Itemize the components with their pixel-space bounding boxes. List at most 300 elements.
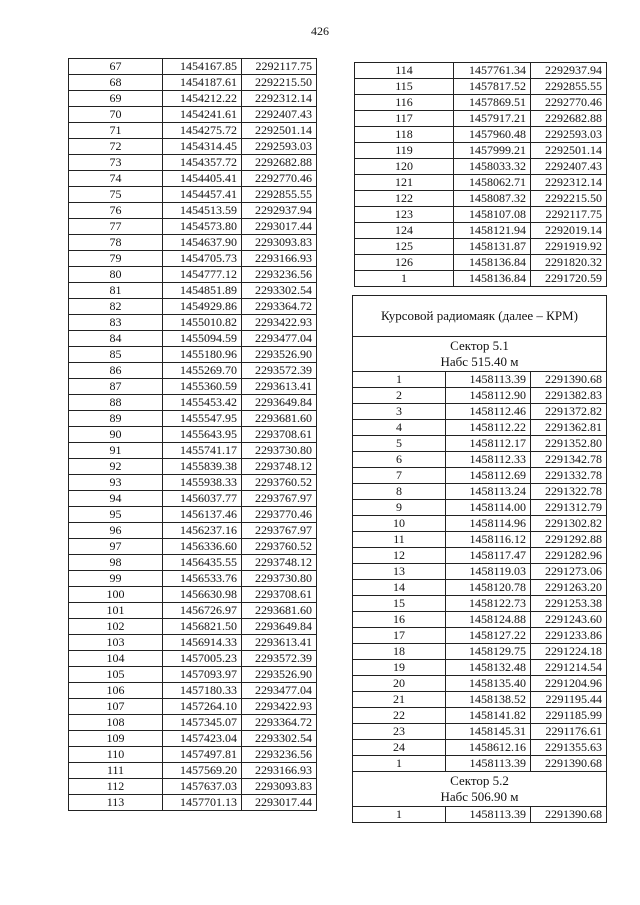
table-row — [353, 532, 607, 548]
y-coordinate-cell: 2292937.94 — [531, 63, 607, 79]
point-number-cell: 120 — [355, 159, 454, 175]
y-coordinate-cell: 2293613.41 — [242, 635, 317, 651]
point-number-cell: 107 — [69, 699, 163, 715]
x-coordinate-cell: 1456037.77 — [163, 491, 242, 507]
table-row — [69, 347, 317, 363]
table-row — [353, 580, 607, 596]
x-coordinate-cell: 1457005.23 — [163, 651, 242, 667]
x-coordinate-cell: 1454405.41 — [163, 171, 242, 187]
x-coordinate-cell: 1458127.22 — [446, 628, 531, 644]
y-coordinate-cell: 2292407.43 — [531, 159, 607, 175]
table-row — [353, 692, 607, 708]
y-coordinate-cell: 2291820.32 — [531, 255, 607, 271]
y-coordinate-cell: 2293760.52 — [242, 475, 317, 491]
table-row — [69, 283, 317, 299]
y-coordinate-cell: 2291273.06 — [531, 564, 607, 580]
y-coordinate-cell: 2292407.43 — [242, 107, 317, 123]
x-coordinate-cell: 1458122.73 — [446, 596, 531, 612]
table-row — [355, 223, 607, 239]
table-row — [69, 523, 317, 539]
y-coordinate-cell: 2292770.46 — [242, 171, 317, 187]
x-coordinate-cell: 1458136.84 — [454, 255, 531, 271]
point-number-cell: 104 — [69, 651, 163, 667]
table-row — [69, 635, 317, 651]
y-coordinate-cell: 2293364.72 — [242, 299, 317, 315]
y-coordinate-cell: 2293302.54 — [242, 731, 317, 747]
y-coordinate-cell: 2292937.94 — [242, 203, 317, 219]
table-row — [69, 571, 317, 587]
table-row — [355, 79, 607, 95]
x-coordinate-cell: 1454705.73 — [163, 251, 242, 267]
y-coordinate-cell: 2293760.52 — [242, 539, 317, 555]
table-row — [69, 795, 317, 811]
y-coordinate-cell: 2292770.46 — [531, 95, 607, 111]
y-coordinate-cell: 2292593.03 — [531, 127, 607, 143]
y-coordinate-cell: 2293526.90 — [242, 347, 317, 363]
table-row — [69, 507, 317, 523]
table-row — [353, 548, 607, 564]
x-coordinate-cell: 1454241.61 — [163, 107, 242, 123]
y-coordinate-cell: 2293613.41 — [242, 379, 317, 395]
point-number-cell: 17 — [353, 628, 446, 644]
y-coordinate-cell: 2293422.93 — [242, 699, 317, 715]
table-row — [353, 420, 607, 436]
x-coordinate-cell: 1454777.12 — [163, 267, 242, 283]
table-row — [69, 123, 317, 139]
x-coordinate-cell: 1458132.48 — [446, 660, 531, 676]
y-coordinate-cell: 2293730.80 — [242, 443, 317, 459]
y-coordinate-cell: 2291312.79 — [531, 500, 607, 516]
sector-title: Сектор 5.2 — [450, 773, 509, 788]
x-coordinate-cell: 1454187.61 — [163, 75, 242, 91]
y-coordinate-cell: 2292855.55 — [531, 79, 607, 95]
x-coordinate-cell: 1457999.21 — [454, 143, 531, 159]
point-number-cell: 9 — [353, 500, 446, 516]
x-coordinate-cell: 1455453.42 — [163, 395, 242, 411]
y-coordinate-cell: 2293649.84 — [242, 395, 317, 411]
table-row — [69, 251, 317, 267]
x-coordinate-cell: 1457264.10 — [163, 699, 242, 715]
x-coordinate-cell: 1456914.33 — [163, 635, 242, 651]
x-coordinate-cell: 1458033.32 — [454, 159, 531, 175]
table-row — [355, 143, 607, 159]
x-coordinate-cell: 1458116.12 — [446, 532, 531, 548]
y-coordinate-cell: 2292215.50 — [242, 75, 317, 91]
table-row — [69, 651, 317, 667]
point-number-cell: 18 — [353, 644, 446, 660]
point-number-cell: 85 — [69, 347, 163, 363]
x-coordinate-cell: 1455547.95 — [163, 411, 242, 427]
y-coordinate-cell: 2293767.97 — [242, 523, 317, 539]
table-row — [69, 219, 317, 235]
table-row — [69, 171, 317, 187]
krm-title: Курсовой радиомаяк (далее – КРМ) — [353, 296, 607, 337]
table-row — [69, 715, 317, 731]
y-coordinate-cell: 2291390.68 — [531, 372, 607, 388]
point-number-cell: 95 — [69, 507, 163, 523]
y-coordinate-cell: 2292215.50 — [531, 191, 607, 207]
y-coordinate-cell: 2291355.63 — [531, 740, 607, 756]
point-number-cell: 21 — [353, 692, 446, 708]
point-number-cell: 115 — [355, 79, 454, 95]
table-row — [69, 267, 317, 283]
table-row — [69, 411, 317, 427]
x-coordinate-cell: 1455741.17 — [163, 443, 242, 459]
y-coordinate-cell: 2291720.59 — [531, 271, 607, 287]
x-coordinate-cell: 1457637.03 — [163, 779, 242, 795]
x-coordinate-cell: 1458114.96 — [446, 516, 531, 532]
point-number-cell: 112 — [69, 779, 163, 795]
point-number-cell: 94 — [69, 491, 163, 507]
table-row — [69, 763, 317, 779]
y-coordinate-cell: 2293093.83 — [242, 779, 317, 795]
table-row — [69, 203, 317, 219]
y-coordinate-cell: 2293748.12 — [242, 459, 317, 475]
x-coordinate-cell: 1454357.72 — [163, 155, 242, 171]
point-number-cell: 126 — [355, 255, 454, 271]
table-row — [355, 111, 607, 127]
point-number-cell: 103 — [69, 635, 163, 651]
x-coordinate-cell: 1458119.03 — [446, 564, 531, 580]
table-row — [353, 740, 607, 756]
point-number-cell: 125 — [355, 239, 454, 255]
y-coordinate-cell: 2291214.54 — [531, 660, 607, 676]
y-coordinate-cell: 2293572.39 — [242, 651, 317, 667]
point-number-cell: 79 — [69, 251, 163, 267]
point-number-cell: 75 — [69, 187, 163, 203]
y-coordinate-cell: 2291362.81 — [531, 420, 607, 436]
y-coordinate-cell: 2293572.39 — [242, 363, 317, 379]
y-coordinate-cell: 2292312.14 — [531, 175, 607, 191]
point-number-cell: 78 — [69, 235, 163, 251]
table-row — [353, 436, 607, 452]
x-coordinate-cell: 1457869.51 — [454, 95, 531, 111]
x-coordinate-cell: 1458112.22 — [446, 420, 531, 436]
point-number-cell: 16 — [353, 612, 446, 628]
table-row — [355, 159, 607, 175]
point-number-cell: 119 — [355, 143, 454, 159]
table-row — [69, 603, 317, 619]
y-coordinate-cell: 2293236.56 — [242, 747, 317, 763]
table-row — [69, 395, 317, 411]
x-coordinate-cell: 1458112.17 — [446, 436, 531, 452]
table-row — [69, 59, 317, 75]
table-row — [69, 459, 317, 475]
x-coordinate-cell: 1454457.41 — [163, 187, 242, 203]
x-coordinate-cell: 1458112.46 — [446, 404, 531, 420]
point-number-cell: 23 — [353, 724, 446, 740]
y-coordinate-cell: 2291282.96 — [531, 548, 607, 564]
table-row — [355, 207, 607, 223]
y-coordinate-cell: 2292117.75 — [242, 59, 317, 75]
table-row — [355, 191, 607, 207]
y-coordinate-cell: 2291185.99 — [531, 708, 607, 724]
y-coordinate-cell: 2291919.92 — [531, 239, 607, 255]
table-row — [69, 475, 317, 491]
table-row — [355, 127, 607, 143]
y-coordinate-cell: 2291233.86 — [531, 628, 607, 644]
point-number-cell: 4 — [353, 420, 446, 436]
table-row — [69, 667, 317, 683]
y-coordinate-cell: 2292501.14 — [531, 143, 607, 159]
x-coordinate-cell: 1458113.39 — [446, 756, 531, 772]
table-row — [69, 91, 317, 107]
x-coordinate-cell: 1458112.69 — [446, 468, 531, 484]
table-row — [69, 699, 317, 715]
x-coordinate-cell: 1455269.70 — [163, 363, 242, 379]
x-coordinate-cell: 1457701.13 — [163, 795, 242, 811]
x-coordinate-cell: 1457817.52 — [454, 79, 531, 95]
table-row — [353, 660, 607, 676]
point-number-cell: 74 — [69, 171, 163, 187]
x-coordinate-cell: 1454851.89 — [163, 283, 242, 299]
table-row — [353, 756, 607, 772]
point-number-cell: 87 — [69, 379, 163, 395]
x-coordinate-cell: 1457761.34 — [454, 63, 531, 79]
point-number-cell: 91 — [69, 443, 163, 459]
x-coordinate-cell: 1455010.82 — [163, 315, 242, 331]
y-coordinate-cell: 2291176.61 — [531, 724, 607, 740]
y-coordinate-cell: 2292593.03 — [242, 139, 317, 155]
point-number-cell: 99 — [69, 571, 163, 587]
table-row — [69, 683, 317, 699]
x-coordinate-cell: 1457423.04 — [163, 731, 242, 747]
point-number-cell: 12 — [353, 548, 446, 564]
x-coordinate-cell: 1458138.52 — [446, 692, 531, 708]
x-coordinate-cell: 1454513.59 — [163, 203, 242, 219]
sector-header-5-2 — [353, 772, 607, 807]
point-number-cell: 116 — [355, 95, 454, 111]
x-coordinate-cell: 1458145.31 — [446, 724, 531, 740]
y-coordinate-cell: 2291263.20 — [531, 580, 607, 596]
y-coordinate-cell: 2293767.97 — [242, 491, 317, 507]
x-coordinate-cell: 1458114.00 — [446, 500, 531, 516]
y-coordinate-cell: 2293017.44 — [242, 795, 317, 811]
point-number-cell: 82 — [69, 299, 163, 315]
x-coordinate-cell: 1458117.47 — [446, 548, 531, 564]
point-number-cell: 69 — [69, 91, 163, 107]
x-coordinate-cell: 1457960.48 — [454, 127, 531, 143]
x-coordinate-cell: 1458612.16 — [446, 740, 531, 756]
x-coordinate-cell: 1458062.71 — [454, 175, 531, 191]
point-number-cell: 15 — [353, 596, 446, 612]
table-row — [355, 271, 607, 287]
point-number-cell: 81 — [69, 283, 163, 299]
table-row — [69, 187, 317, 203]
x-coordinate-cell: 1455938.33 — [163, 475, 242, 491]
sector-nabs: Набс 506.90 м — [440, 789, 519, 804]
table-row — [353, 516, 607, 532]
table-row — [353, 644, 607, 660]
point-number-cell: 118 — [355, 127, 454, 143]
table-row — [69, 747, 317, 763]
table-row — [353, 676, 607, 692]
table-row — [69, 619, 317, 635]
x-coordinate-cell: 1457180.33 — [163, 683, 242, 699]
x-coordinate-cell: 1454275.72 — [163, 123, 242, 139]
table-row — [69, 315, 317, 331]
y-coordinate-cell: 2291204.96 — [531, 676, 607, 692]
x-coordinate-cell: 1458112.90 — [446, 388, 531, 404]
point-number-cell: 76 — [69, 203, 163, 219]
x-coordinate-cell: 1456630.98 — [163, 587, 242, 603]
point-number-cell: 117 — [355, 111, 454, 127]
point-number-cell: 14 — [353, 580, 446, 596]
table-row — [69, 587, 317, 603]
y-coordinate-cell: 2292312.14 — [242, 91, 317, 107]
table-row — [69, 427, 317, 443]
krm-sectors-table — [352, 295, 607, 823]
y-coordinate-cell: 2291342.78 — [531, 452, 607, 468]
y-coordinate-cell: 2293708.61 — [242, 427, 317, 443]
point-number-cell: 109 — [69, 731, 163, 747]
x-coordinate-cell: 1457497.81 — [163, 747, 242, 763]
y-coordinate-cell: 2291372.82 — [531, 404, 607, 420]
point-number-cell: 88 — [69, 395, 163, 411]
y-coordinate-cell: 2293236.56 — [242, 267, 317, 283]
y-coordinate-cell: 2293166.93 — [242, 763, 317, 779]
x-coordinate-cell: 1458141.82 — [446, 708, 531, 724]
coordinates-table-right-top — [354, 62, 607, 287]
y-coordinate-cell: 2293526.90 — [242, 667, 317, 683]
x-coordinate-cell: 1454929.86 — [163, 299, 242, 315]
x-coordinate-cell: 1458112.33 — [446, 452, 531, 468]
table-row — [69, 107, 317, 123]
y-coordinate-cell: 2293477.04 — [242, 331, 317, 347]
x-coordinate-cell: 1458113.39 — [446, 807, 531, 823]
point-number-cell: 71 — [69, 123, 163, 139]
table-row — [69, 491, 317, 507]
table-row — [353, 724, 607, 740]
y-coordinate-cell: 2291322.78 — [531, 484, 607, 500]
x-coordinate-cell: 1455180.96 — [163, 347, 242, 363]
table-row — [69, 75, 317, 91]
sector-title: Сектор 5.1 — [450, 338, 509, 353]
point-number-cell: 73 — [69, 155, 163, 171]
y-coordinate-cell: 2291390.68 — [531, 756, 607, 772]
coordinates-table-left — [68, 58, 317, 811]
y-coordinate-cell: 2292501.14 — [242, 123, 317, 139]
x-coordinate-cell: 1458124.88 — [446, 612, 531, 628]
point-number-cell: 7 — [353, 468, 446, 484]
table-row — [353, 628, 607, 644]
table-row — [353, 612, 607, 628]
point-number-cell: 102 — [69, 619, 163, 635]
y-coordinate-cell: 2292855.55 — [242, 187, 317, 203]
point-number-cell: 77 — [69, 219, 163, 235]
y-coordinate-cell: 2293730.80 — [242, 571, 317, 587]
x-coordinate-cell: 1457345.07 — [163, 715, 242, 731]
x-coordinate-cell: 1454212.22 — [163, 91, 242, 107]
x-coordinate-cell: 1457093.97 — [163, 667, 242, 683]
y-coordinate-cell: 2293364.72 — [242, 715, 317, 731]
point-number-cell: 83 — [69, 315, 163, 331]
y-coordinate-cell: 2293649.84 — [242, 619, 317, 635]
point-number-cell: 123 — [355, 207, 454, 223]
point-number-cell: 1 — [353, 807, 446, 823]
point-number-cell: 121 — [355, 175, 454, 191]
y-coordinate-cell: 2291302.82 — [531, 516, 607, 532]
point-number-cell: 100 — [69, 587, 163, 603]
y-coordinate-cell: 2291292.88 — [531, 532, 607, 548]
x-coordinate-cell: 1458135.40 — [446, 676, 531, 692]
y-coordinate-cell: 2291243.60 — [531, 612, 607, 628]
table-row — [355, 255, 607, 271]
table-row — [353, 372, 607, 388]
y-coordinate-cell: 2293681.60 — [242, 411, 317, 427]
x-coordinate-cell: 1456336.60 — [163, 539, 242, 555]
y-coordinate-cell: 2292019.14 — [531, 223, 607, 239]
table-row — [353, 500, 607, 516]
point-number-cell: 20 — [353, 676, 446, 692]
x-coordinate-cell: 1458113.39 — [446, 372, 531, 388]
table-row — [353, 452, 607, 468]
table-row — [353, 484, 607, 500]
table-row — [69, 235, 317, 251]
point-number-cell: 8 — [353, 484, 446, 500]
table-row — [69, 379, 317, 395]
x-coordinate-cell: 1457917.21 — [454, 111, 531, 127]
point-number-cell: 124 — [355, 223, 454, 239]
point-number-cell: 3 — [353, 404, 446, 420]
table-row — [353, 708, 607, 724]
table-row — [69, 779, 317, 795]
point-number-cell: 13 — [353, 564, 446, 580]
x-coordinate-cell: 1458129.75 — [446, 644, 531, 660]
point-number-cell: 68 — [69, 75, 163, 91]
point-number-cell: 70 — [69, 107, 163, 123]
point-number-cell: 122 — [355, 191, 454, 207]
point-number-cell: 10 — [353, 516, 446, 532]
x-coordinate-cell: 1456237.16 — [163, 523, 242, 539]
y-coordinate-cell: 2293017.44 — [242, 219, 317, 235]
point-number-cell: 19 — [353, 660, 446, 676]
y-coordinate-cell: 2292682.88 — [242, 155, 317, 171]
y-coordinate-cell: 2293422.93 — [242, 315, 317, 331]
x-coordinate-cell: 1458120.78 — [446, 580, 531, 596]
y-coordinate-cell: 2293166.93 — [242, 251, 317, 267]
x-coordinate-cell: 1454637.90 — [163, 235, 242, 251]
page-number: 426 — [311, 24, 329, 38]
y-coordinate-cell: 2293093.83 — [242, 235, 317, 251]
y-coordinate-cell: 2291195.44 — [531, 692, 607, 708]
y-coordinate-cell: 2291224.18 — [531, 644, 607, 660]
y-coordinate-cell: 2291382.83 — [531, 388, 607, 404]
x-coordinate-cell: 1458121.94 — [454, 223, 531, 239]
table-row — [353, 468, 607, 484]
point-number-cell: 2 — [353, 388, 446, 404]
point-number-cell: 113 — [69, 795, 163, 811]
point-number-cell: 67 — [69, 59, 163, 75]
table-row — [69, 731, 317, 747]
x-coordinate-cell: 1455094.59 — [163, 331, 242, 347]
y-coordinate-cell: 2293748.12 — [242, 555, 317, 571]
y-coordinate-cell: 2291390.68 — [531, 807, 607, 823]
x-coordinate-cell: 1456821.50 — [163, 619, 242, 635]
x-coordinate-cell: 1456533.76 — [163, 571, 242, 587]
y-coordinate-cell: 2293770.46 — [242, 507, 317, 523]
x-coordinate-cell: 1455360.59 — [163, 379, 242, 395]
table-row — [355, 175, 607, 191]
point-number-cell: 105 — [69, 667, 163, 683]
point-number-cell: 106 — [69, 683, 163, 699]
x-coordinate-cell: 1457569.20 — [163, 763, 242, 779]
point-number-cell: 89 — [69, 411, 163, 427]
table-row — [69, 443, 317, 459]
x-coordinate-cell: 1454573.80 — [163, 219, 242, 235]
x-coordinate-cell: 1458113.24 — [446, 484, 531, 500]
x-coordinate-cell: 1458087.32 — [454, 191, 531, 207]
